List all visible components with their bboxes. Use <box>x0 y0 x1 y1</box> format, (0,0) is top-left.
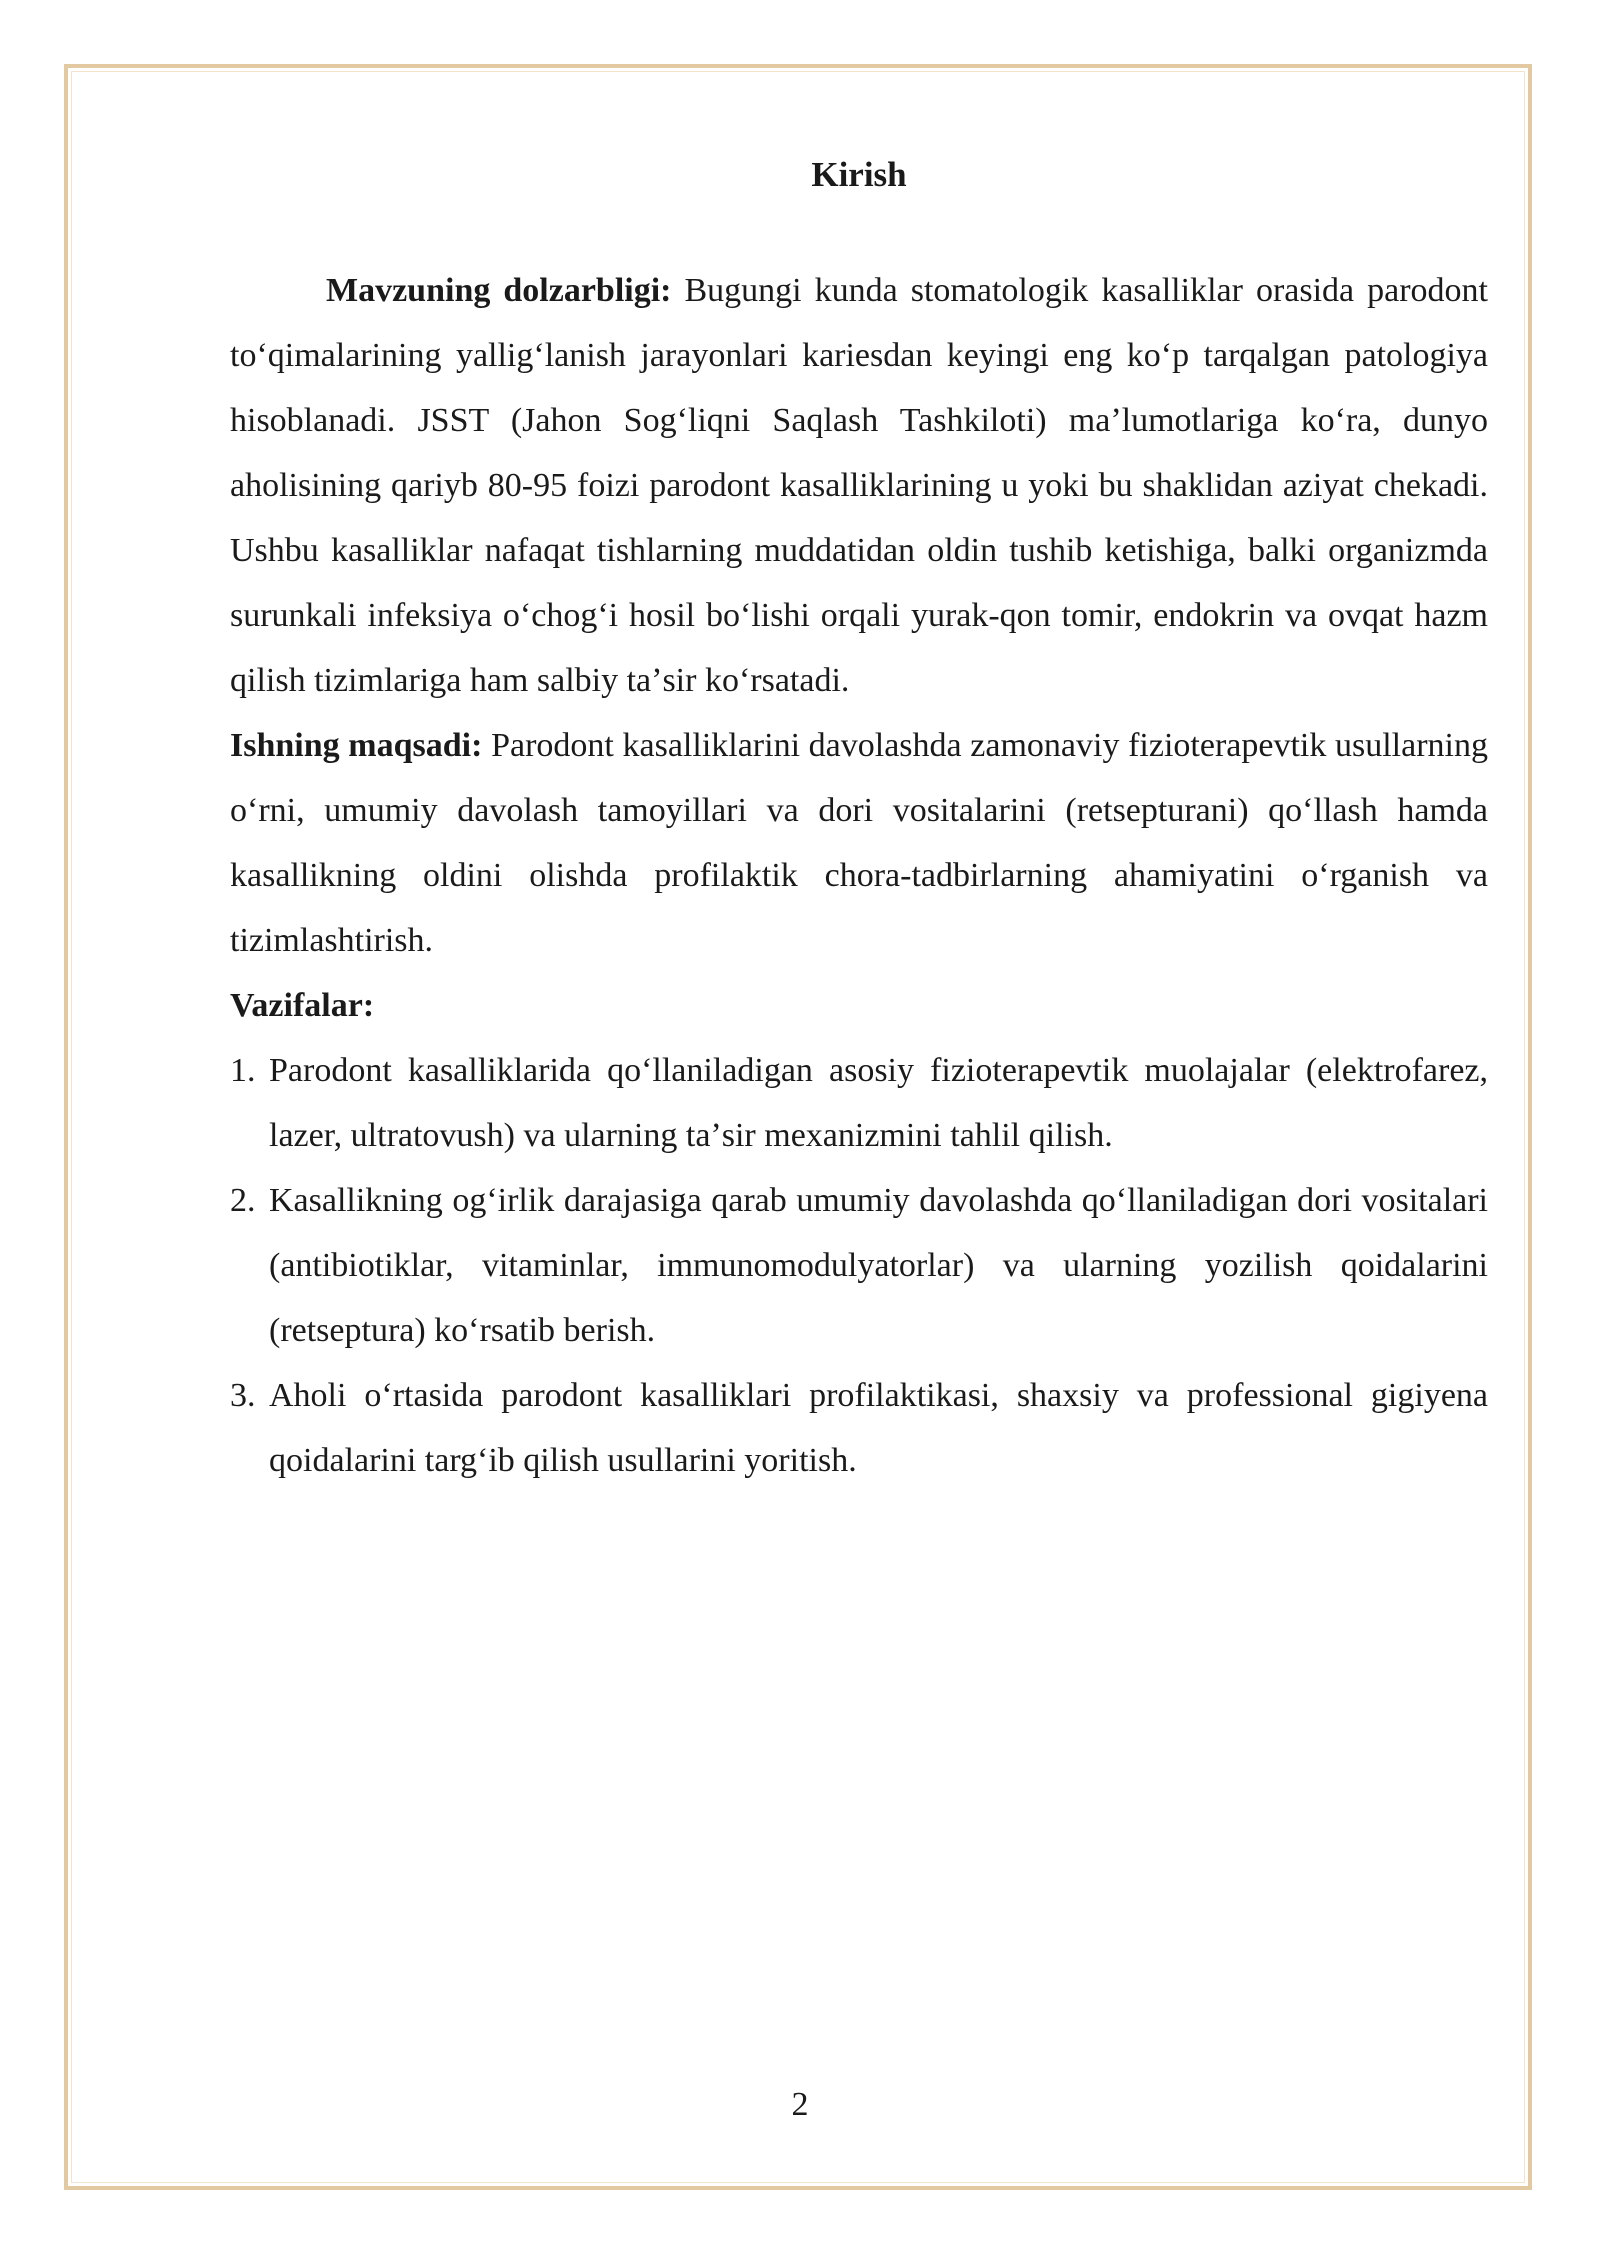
relevance-text: Bugungi kunda stomatologik kasalliklar orasida parodont toʻqimalarining yalligʻlanish jarayonlari kariesdan keyingi eng koʻp tarqalgan patologiya hisoblanadi. JSST (Jahon Sogʻliqni Saqlash Tashkiloti) maʼlumotlariga koʻra, dunyo aholisining qariyb 80-95 foizi parodont kasalliklarining u yoki bu shaklidan aziyat chekadi. Ushbu kasalliklar nafaqat tishlarning muddatidan oldin tushib ketishiga, balki organizmda surunkali infeksiya oʻchogʻi hosil boʻlishi orqali yurak-qon tomir, endokrin va ovqat hazm qilish tizimlariga ham salbiy taʼsir koʻrsatadi. <box>230 272 1488 699</box>
list-item <box>230 1038 1488 1168</box>
goal-text: Parodont kasalliklarini davolashda zamonaviy fizioterapevtik usullarning oʻrni, umumiy davolash tamoyillari va dori vositalarini (retsepturani) qoʻllash hamda kasallikning oldini olishda profilaktik chora-tadbirlarning ahamiyatini oʻrganish va tizimlashtirish. <box>230 727 1488 959</box>
goal-label: Ishning maqsadi: <box>230 727 483 764</box>
page-number: 2 <box>791 2086 809 2123</box>
relevance-label: Mavzuning dolzarbligi: <box>326 272 672 309</box>
document-body <box>230 150 1488 1493</box>
relevance-paragraph <box>230 258 1488 713</box>
list-item-text: Parodont kasalliklarida qoʻllaniladigan asosiy fizioterapevtik muolajalar (elektrofarez, lazer, ultratovush) va ularning taʼsir mexanizmini tahlil qilish. <box>269 1052 1488 1154</box>
list-item-number: 1. <box>230 1052 256 1089</box>
goal-paragraph <box>230 713 1488 973</box>
page-title: Kirish <box>811 155 907 194</box>
task-list <box>230 1038 1488 1493</box>
list-item <box>230 1363 1488 1493</box>
tasks-heading: Vazifalar: <box>230 987 375 1024</box>
list-item-text: Kasallikning ogʻirlik darajasiga qarab umumiy davolashda qoʻllaniladigan dori vositalari (antibiotiklar, vitaminlar, immunomodulyatorlar) va ularning yozilish qoidalarini (retseptura) koʻrsatib berish. <box>269 1182 1488 1349</box>
list-item-number: 3. <box>230 1377 256 1414</box>
list-item-number: 2. <box>230 1182 256 1219</box>
list-item <box>230 1168 1488 1363</box>
list-item-text: Aholi oʻrtasida parodont kasalliklari profilaktikasi, shaxsiy va professional gigiyena qoidalarini targʻib qilish usullarini yoritish. <box>269 1377 1488 1479</box>
